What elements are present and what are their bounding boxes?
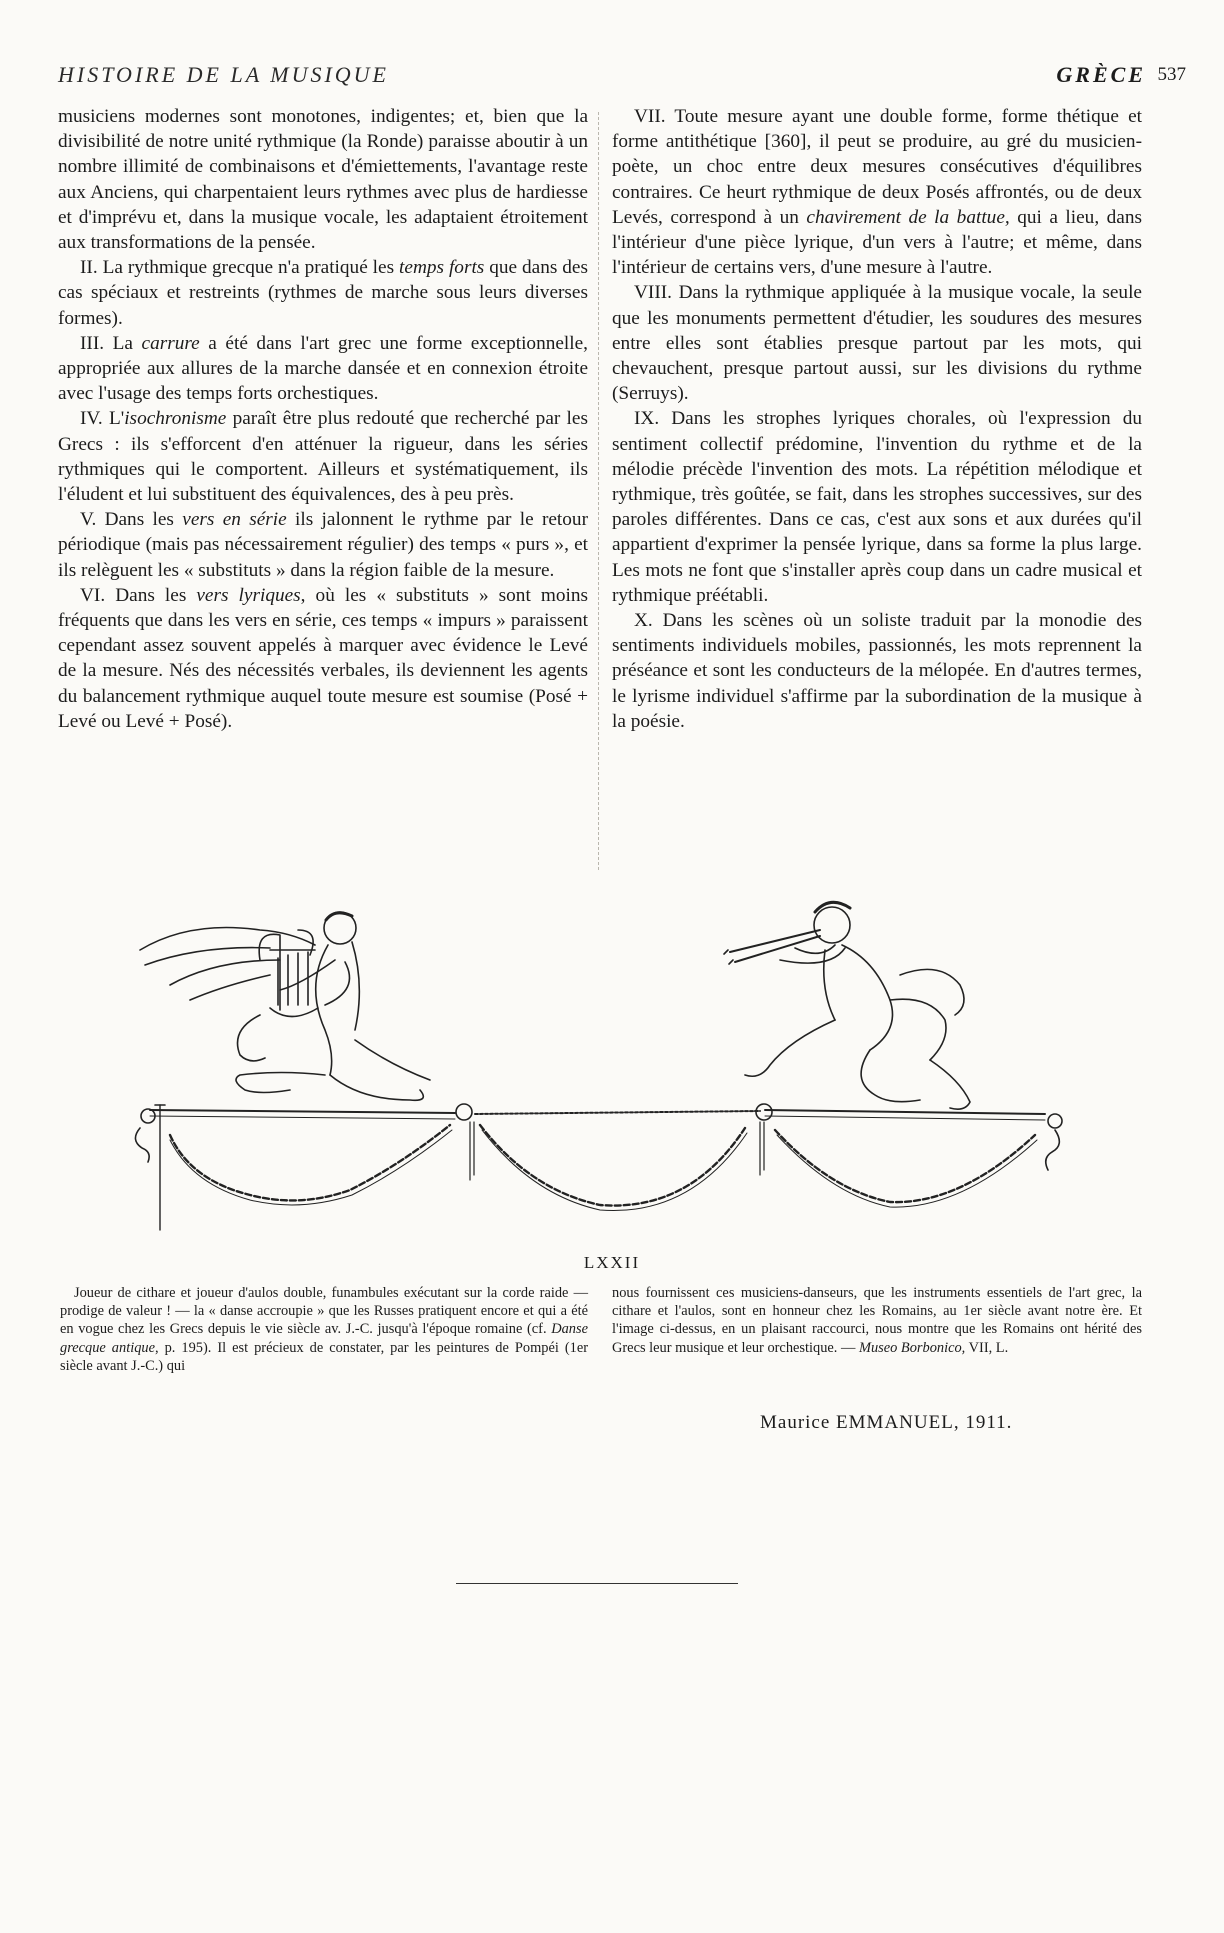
plate-number: LXXII [583,1253,641,1272]
left-text-column [58,104,588,734]
paragraph-text: VI. Dans les [80,584,197,606]
paragraph [58,583,588,734]
paragraph-text: X. Dans les scènes où un soliste traduit par la monodie des sentiments individuels mobiles, passionnés, les mots reprennent la préséance et sont les conducteurs de la mélopée. En d'autres termes, le lyrisme individuel s'affirme par la subordination de la musique à la poésie. [612,610,1142,732]
paragraph [612,280,1142,406]
end-rule-divider [456,1583,738,1584]
paragraph [58,255,588,331]
paragraph-emphasis: temps forts [399,257,485,279]
paragraph-text: ils jalonnent le rythme par le retour périodique (mais pas nécessairement régulier) des temps « purs », et ils relèguent les « substituts » dans la région faible de la mesure. [58,509,588,581]
paragraph [612,104,1142,280]
paragraph-text: qui a lieu, dans l'intérieur d'une pièce lyrique, d'un vers à l'autre; et même, dans l'intérieur de certains vers, d'une mesure à l'autre. [612,206,1142,279]
paragraph [612,608,1142,734]
caption-paragraph [60,1284,588,1375]
paragraph-emphasis: chavirement de la battue, [806,206,1010,228]
paragraph-text: II. La rythmique grecque n'a pratiqué les [80,257,400,279]
paragraph-text: a été dans l'art grec une forme exceptionnelle, appropriée aux allures de la marche dansée et en connexion étroite avec l'usage des temps forts orchestiques. [58,332,588,405]
author-signature: Maurice EMMANUEL, 1911. [760,1412,1013,1433]
paragraph-emphasis: vers lyriques [196,584,301,606]
paragraph-text: IX. Dans les strophes lyriques chorales, où l'expression du sentiment collectif prédomine, l'invention du rythme et de la mélodie précède l'invention des mots. La répétition mélodique et rythmique, très goûtée, se fait, dans les strophes successives, sur des paroles différentes. Dans ce cas, c'est aux sons et aux durées qu'il appartient d'exprimer la pensée lyrique, dans sa forme la plus large. Les mots ne font que s'installer après coup dans un cadre musical et rythmique préétabli. [612,408,1142,606]
paragraph [58,104,588,255]
paragraph [58,406,588,507]
caption-text: VII, L. [965,1339,1009,1356]
caption-emphasis: Danse grecque antique [60,1321,588,1356]
right-text-column [612,104,1142,734]
paragraph [58,507,588,583]
paragraph-text: V. Dans les [80,509,183,531]
paragraph-emphasis: isochronisme [124,408,227,430]
aulos-player-figure [724,902,970,1109]
caption-left [60,1284,588,1375]
caption-right [612,1284,1142,1357]
column-divider [598,112,600,870]
paragraph-text: VIII. Dans la rythmique appliquée à la musique vocale, la seule que les monuments permettent d'étudier, les soudures des mesures entre elles sont établies presque partout par les mots, qui chevauchent, presque partout aussi, sur les divisions du rythme (Serruys). [612,282,1142,405]
paragraph [58,331,588,407]
paragraph-text: musiciens modernes sont monotones, indigentes; et, bien que la divisibilité de notre unité rythmique (la Ronde) paraisse aboutir à un nombre illimité de combinaisons et d'émiettements, l'avantage reste aux Anciens, qui charpentaient leurs rythmes avec plus de hardiesse et d'imprévu et, dans la musique vocale, les adaptaient étroitement aux transformations de la pensée. [58,106,588,254]
paragraph-text: , où les « substituts » sont moins fréquents que dans les vers en série, ces temps « impurs » paraissent cependant assez souvent appelés à marquer avec évidence le Levé de la mesure. Nés des nécessités verbales, ils deviennent les agents du balancement rythmique auquel toute mesure est soumise (Posé + Levé ou Levé + Posé). [58,584,588,732]
paragraph-emphasis: carrure [141,332,200,354]
paragraph [612,406,1142,608]
cithara-player-figure [140,912,430,1100]
paragraph-text: que dans des cas spéciaux et restreints (rythmes de marche sous leurs diverses formes). [58,257,588,329]
caption-text: nous fournissent ces musiciens-danseurs, que les instruments essentiels de l'art grec, la cithare et l'aulos, sont en honneur chez les Romains, au 1er siècle avant notre ère. Et l'image ci-dessus, en un plaisant raccourci, nous montre que les Romains ont hérité des Grecs leur musique et leur orchestique. — [612,1285,1142,1356]
running-head-title: HISTOIRE DE LA MUSIQUE [58,62,389,87]
caption-text: , p. 195). Il est précieux de constater, par les peintures de Pompéi (1er siècle avant J.-C.) qui [60,1339,589,1374]
paragraph-text: III. La [80,332,142,354]
paragraph-text: IV. L' [80,408,125,430]
caption-paragraph [612,1284,1142,1357]
running-head-section: GRÈCE [1056,62,1146,87]
page-number: 537 [1157,64,1186,85]
caption-emphasis: Museo Borbonico, [858,1339,966,1356]
paragraph-emphasis: vers en série [182,509,287,531]
caption-text: Joueur de cithare et joueur d'aulos double, funambules exécutant sur la corde raide — prodige de valeur ! — la « danse accroupie » que les Russes pratiquent encore et qui a été en vogue chez les Grecs depuis le vie siècle av. J.-C. jusqu'à l'époque romaine (cf. [60,1285,588,1338]
funambulist-musicians-illustration [130,890,1080,1260]
paragraph-text: paraît être plus redouté que recherché par les Grecs : ils s'efforcent d'en atténuer la rigueur, dans les séries rythmiques qui le comportent. Ailleurs et systématiquement, ils l'éludent et lui substituent des équivalences, des à peu près. [58,408,588,506]
paragraph-text: VII. Toute mesure ayant une double forme, forme thétique et forme antithétique [360], il peut se produire, au gré du musicien-poète, un choc entre deux mesures consécutives d'équilibres contraires. Ce heurt rythmique de deux Posés affrontés, ou de deux Levés, correspond à un [612,106,1142,228]
